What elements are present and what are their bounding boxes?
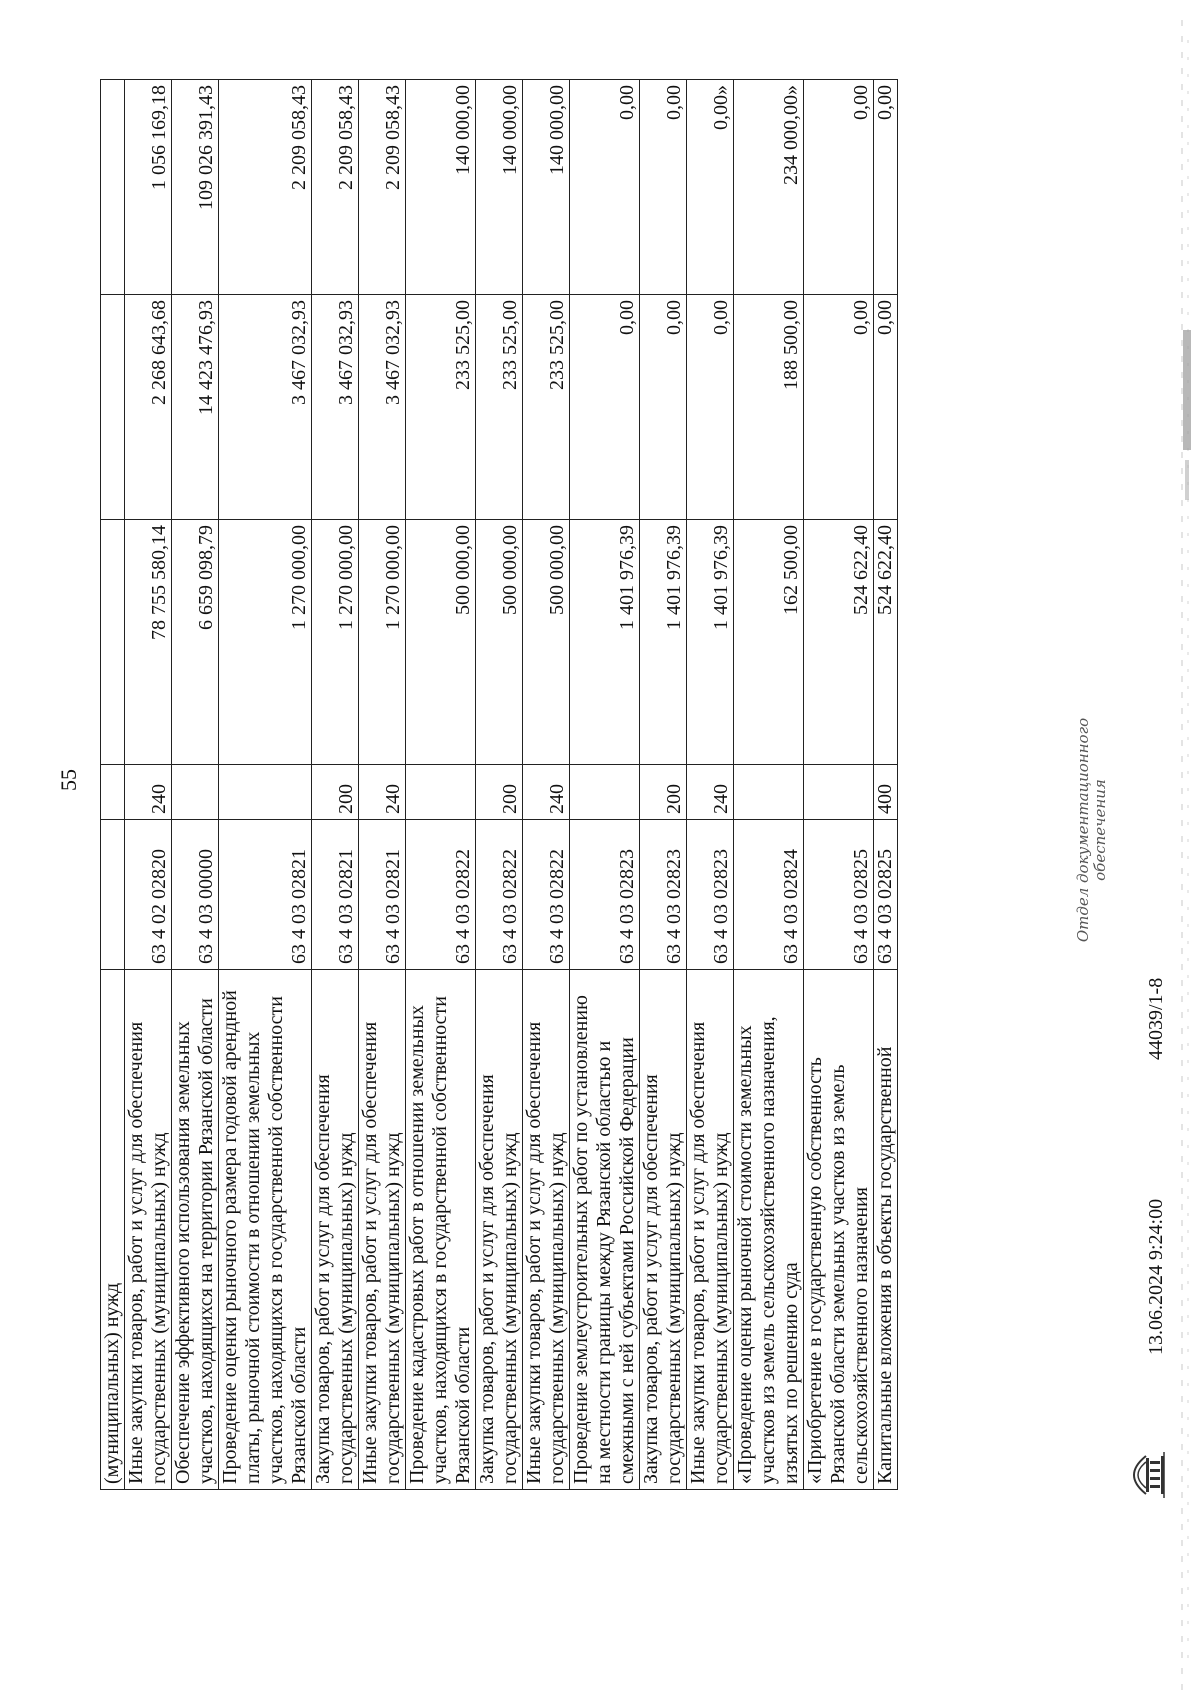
table-row <box>804 80 874 1490</box>
amount-year-2: 0,00 <box>687 295 734 520</box>
amount-year-1: 1 401 976,39 <box>640 520 687 765</box>
expense-type-code <box>172 765 219 820</box>
amount-year-1: 500 000,00 <box>476 520 523 765</box>
expense-type-code <box>219 765 312 820</box>
amount-year-1: 1 270 000,00 <box>219 520 312 765</box>
budget-table-body <box>101 80 898 1490</box>
amount-year-3: 1 056 169,18 <box>125 80 172 295</box>
amount-year-2: 0,00 <box>874 295 898 520</box>
target-article-code: 63 4 03 02823 <box>687 820 734 970</box>
amount-year-2: 3 467 032,93 <box>359 295 406 520</box>
page-footer <box>1075 70 1185 1490</box>
table-row <box>359 80 406 1490</box>
document-system-logo-icon <box>1120 1450 1166 1500</box>
amount-year-3: 0,00 <box>874 80 898 295</box>
table-row <box>312 80 359 1490</box>
target-article-code: 63 4 03 02823 <box>640 820 687 970</box>
table-row <box>125 80 172 1490</box>
target-article-code: 63 4 03 02825 <box>804 820 874 970</box>
amount-year-3: 0,00 <box>570 80 640 295</box>
amount-year-1 <box>101 520 125 765</box>
amount-year-3: 2 209 058,43 <box>219 80 312 295</box>
budget-item-description: (муниципальных) нужд <box>101 970 125 1490</box>
amount-year-2: 188 500,00 <box>734 295 804 520</box>
budget-item-description: Закупка товаров, работ и услуг для обеспечения государственных (муниципальных) нужд <box>640 970 687 1490</box>
expense-type-code <box>570 765 640 820</box>
expense-type-code: 200 <box>476 765 523 820</box>
amount-year-1: 500 000,00 <box>523 520 570 765</box>
target-article-code: 63 4 03 02821 <box>219 820 312 970</box>
table-row <box>874 80 898 1490</box>
budget-item-description: Иные закупки товаров, работ и услуг для обеспечения государственных (муниципальных) нужд <box>687 970 734 1490</box>
stamp-line: Отдел документационного <box>1074 717 1092 943</box>
table-row <box>687 80 734 1490</box>
budget-item-description: Закупка товаров, работ и услуг для обеспечения государственных (муниципальных) нужд <box>312 970 359 1490</box>
table-row <box>523 80 570 1490</box>
table-row <box>219 80 312 1490</box>
amount-year-2 <box>101 295 125 520</box>
amount-year-3: 2 209 058,43 <box>359 80 406 295</box>
target-article-code: 63 4 03 02825 <box>874 820 898 970</box>
stamp-line: обеспечения <box>1091 779 1109 881</box>
amount-year-3: 0,00 <box>640 80 687 295</box>
amount-year-1: 500 000,00 <box>406 520 476 765</box>
budget-item-description: «Проведение оценки рыночной стоимости земельных участков из земель сельскохозяйственного назначения, изъятых по решению суда <box>734 970 804 1490</box>
expense-type-code <box>406 765 476 820</box>
expense-type-code: 200 <box>312 765 359 820</box>
target-article-code: 63 4 03 02822 <box>406 820 476 970</box>
target-article-code <box>101 820 125 970</box>
budget-item-description: Иные закупки товаров, работ и услуг для обеспечения государственных (муниципальных) нужд <box>359 970 406 1490</box>
target-article-code: 63 4 03 02823 <box>570 820 640 970</box>
table-row <box>172 80 219 1490</box>
amount-year-3: 234 000,00» <box>734 80 804 295</box>
amount-year-2: 233 525,00 <box>523 295 570 520</box>
target-article-code: 63 4 03 02822 <box>476 820 523 970</box>
amount-year-3: 140 000,00 <box>523 80 570 295</box>
table-row <box>640 80 687 1490</box>
rotated-document-page <box>56 70 1167 1490</box>
scan-edge-artifact <box>1170 0 1200 1695</box>
target-article-code: 63 4 03 02821 <box>312 820 359 970</box>
amount-year-1: 1 401 976,39 <box>570 520 640 765</box>
table-row <box>734 80 804 1490</box>
expense-type-code <box>101 765 125 820</box>
target-article-code: 63 4 03 02822 <box>523 820 570 970</box>
amount-year-3: 140 000,00 <box>476 80 523 295</box>
table-row <box>570 80 640 1490</box>
budget-table <box>100 79 898 1490</box>
table-row <box>101 80 125 1490</box>
budget-item-description: Проведение оценки рыночного размера годовой арендной платы, рыночной стоимости в отношении земельных участков, находящихся в государственной собственности Рязанской области <box>219 970 312 1490</box>
amount-year-2: 3 467 032,93 <box>312 295 359 520</box>
expense-type-code: 240 <box>523 765 570 820</box>
amount-year-2: 233 525,00 <box>476 295 523 520</box>
amount-year-3: 0,00» <box>687 80 734 295</box>
expense-type-code <box>804 765 874 820</box>
amount-year-3: 0,00 <box>804 80 874 295</box>
expense-type-code: 240 <box>687 765 734 820</box>
budget-item-description: Иные закупки товаров, работ и услуг для обеспечения государственных (муниципальных) нужд <box>523 970 570 1490</box>
amount-year-3 <box>101 80 125 295</box>
expense-type-code <box>734 765 804 820</box>
budget-item-description: Закупка товаров, работ и услуг для обеспечения государственных (муниципальных) нужд <box>476 970 523 1490</box>
budget-item-description: «Приобретение в государственную собственность Рязанской области земельных участков из земель сельскохозяйственного назначения <box>804 970 874 1490</box>
amount-year-3: 109 026 391,43 <box>172 80 219 295</box>
amount-year-1: 78 755 580,14 <box>125 520 172 765</box>
budget-item-description: Обеспечение эффективного использования земельных участков, находящихся на территории Рязанской области <box>172 970 219 1490</box>
budget-item-description: Проведение кадастровых работ в отношении земельных участков, находящихся в государственной собственности Рязанской области <box>406 970 476 1490</box>
table-row <box>476 80 523 1490</box>
amount-year-2: 2 268 643,68 <box>125 295 172 520</box>
department-stamp <box>1075 710 1109 950</box>
amount-year-1: 162 500,00 <box>734 520 804 765</box>
table-row <box>406 80 476 1490</box>
amount-year-1: 524 622,40 <box>874 520 898 765</box>
amount-year-2: 0,00 <box>640 295 687 520</box>
amount-year-2: 0,00 <box>570 295 640 520</box>
amount-year-3: 140 000,00 <box>406 80 476 295</box>
budget-item-description: Капитальные вложения в объекты государственной <box>874 970 898 1490</box>
print-timestamp: 13.06.2024 9:24:00 <box>1145 1198 1167 1355</box>
amount-year-1: 1 270 000,00 <box>359 520 406 765</box>
target-article-code: 63 4 03 02821 <box>359 820 406 970</box>
amount-year-2: 3 467 032,93 <box>219 295 312 520</box>
expense-type-code: 240 <box>125 765 172 820</box>
target-article-code: 63 4 02 02820 <box>125 820 172 970</box>
amount-year-2: 233 525,00 <box>406 295 476 520</box>
page-number: 55 <box>56 769 81 791</box>
amount-year-2: 14 423 476,93 <box>172 295 219 520</box>
amount-year-2: 0,00 <box>804 295 874 520</box>
budget-item-description: Проведение землеустроительных работ по установлению на местности границы между Рязанской областью и смежными с ней субъектами Российской Федерации <box>570 970 640 1490</box>
target-article-code: 63 4 03 00000 <box>172 820 219 970</box>
document-number: 44039/1-8 <box>1145 977 1167 1060</box>
amount-year-1: 524 622,40 <box>804 520 874 765</box>
budget-item-description: Иные закупки товаров, работ и услуг для обеспечения государственных (муниципальных) нужд <box>125 970 172 1490</box>
expense-type-code: 400 <box>874 765 898 820</box>
target-article-code: 63 4 03 02824 <box>734 820 804 970</box>
amount-year-1: 1 270 000,00 <box>312 520 359 765</box>
amount-year-1: 6 659 098,79 <box>172 520 219 765</box>
amount-year-3: 2 209 058,43 <box>312 80 359 295</box>
expense-type-code: 200 <box>640 765 687 820</box>
amount-year-1: 1 401 976,39 <box>687 520 734 765</box>
expense-type-code: 240 <box>359 765 406 820</box>
